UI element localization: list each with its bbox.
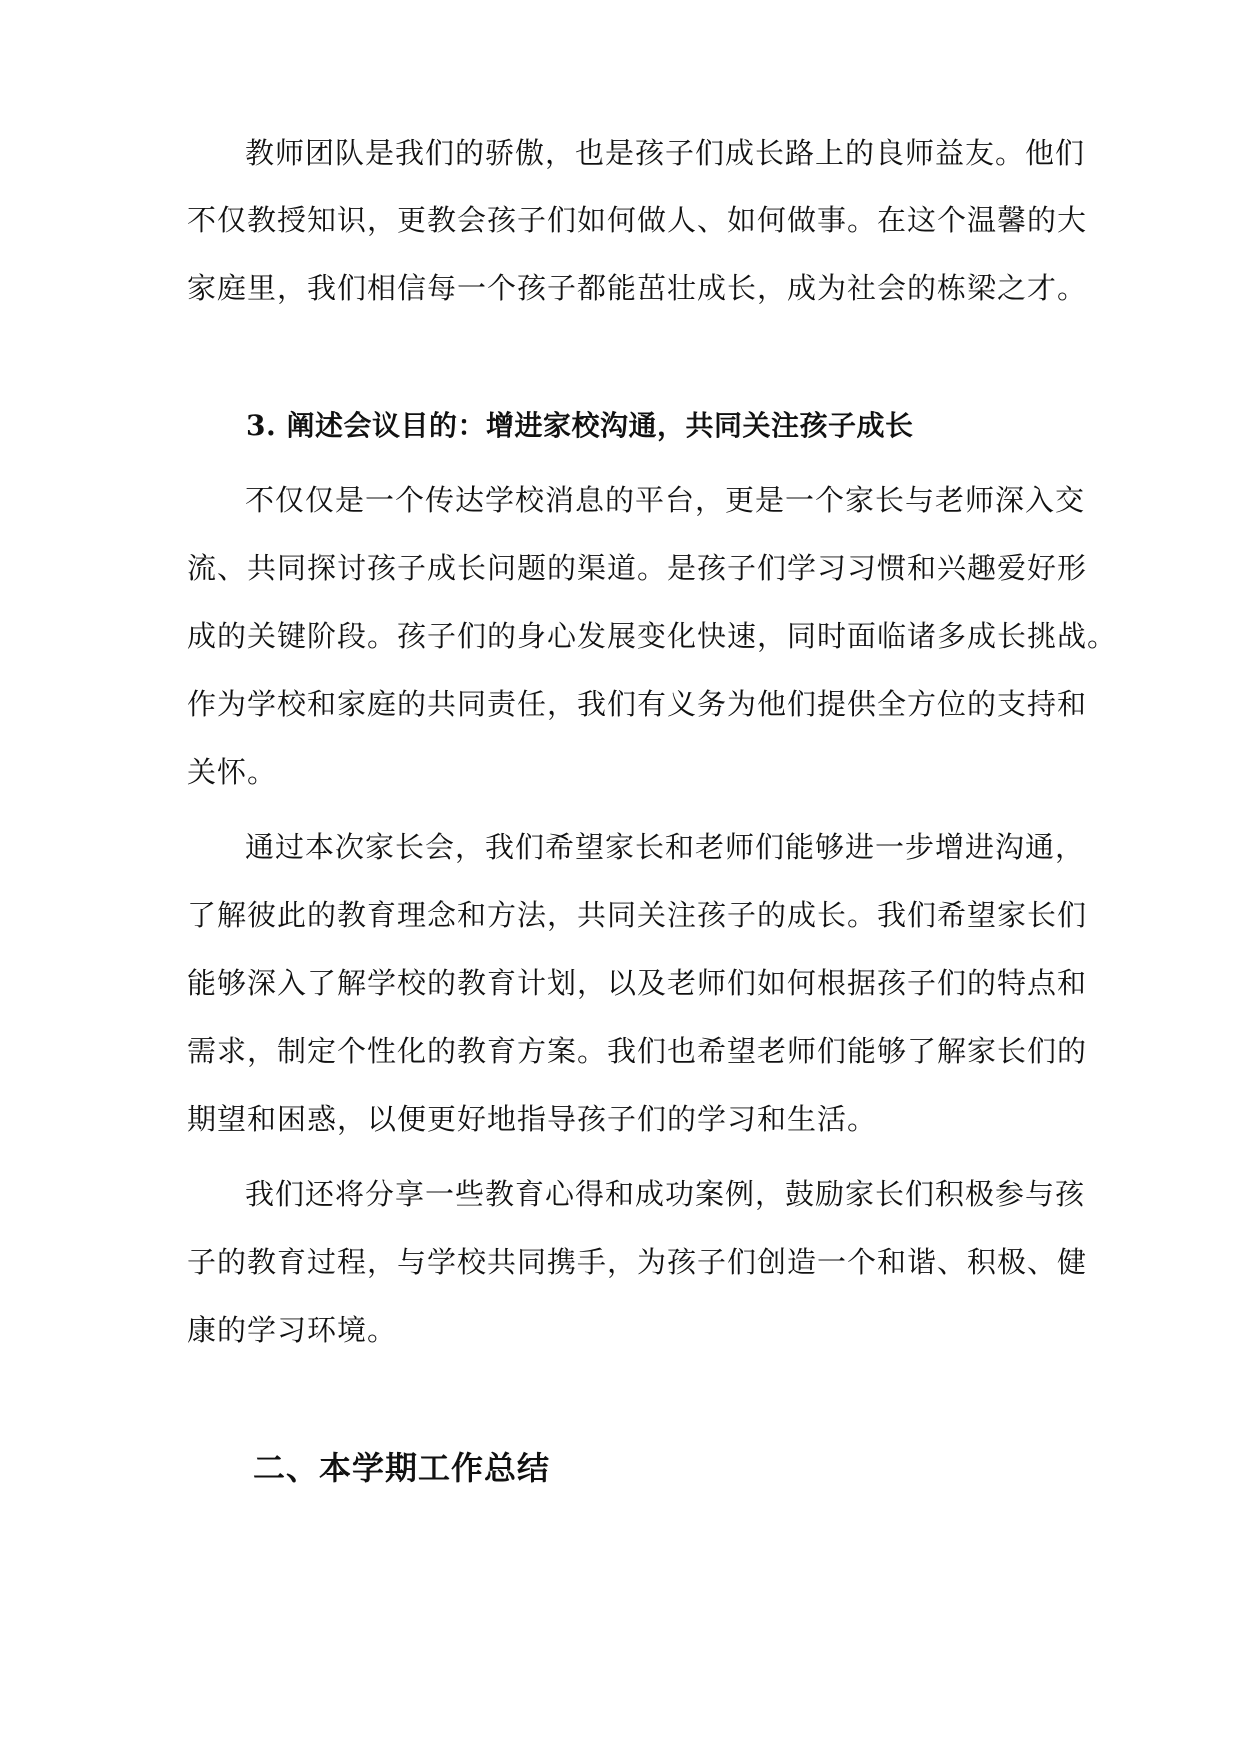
text-line: 不仅教授知识，更教会孩子们如何做人、如何做事。在这个温馨的大 — [187, 203, 1088, 237]
text-line: 关怀。 — [187, 755, 278, 789]
text-line: 通过本次家长会，我们希望家长和老师们能够进一步增进沟通， — [245, 830, 1086, 864]
text-line: 流、共同探讨孩子成长问题的渠道。是孩子们学习习惯和兴趣爱好形 — [187, 551, 1088, 585]
text-line: 家庭里，我们相信每一个孩子都能茁壮成长，成为社会的栋梁之才。 — [187, 271, 1088, 305]
text-line: 了解彼此的教育理念和方法，共同关注孩子的成长。我们希望家长们 — [187, 898, 1088, 932]
text-line: 康的学习环境。 — [187, 1313, 398, 1347]
section-heading-meeting-purpose: 3. 阐述会议目的：增进家校沟通，共同关注孩子成长 — [246, 409, 914, 442]
section-heading-semester-summary: 二、本学期工作总结 — [253, 1449, 551, 1487]
text-line: 期望和困惑，以便更好地指导孩子们的学习和生活。 — [187, 1102, 878, 1136]
text-line: 我们还将分享一些教育心得和成功案例，鼓励家长们积极参与孩 — [245, 1177, 1086, 1211]
text-line: 作为学校和家庭的共同责任，我们有义务为他们提供全方位的支持和 — [187, 687, 1088, 721]
text-line: 子的教育过程，与学校共同携手，为孩子们创造一个和谐、积极、健 — [187, 1245, 1088, 1279]
text-line: 需求，制定个性化的教育方案。我们也希望老师们能够了解家长们的 — [187, 1034, 1088, 1068]
text-line: 教师团队是我们的骄傲，也是孩子们成长路上的良师益友。他们 — [245, 136, 1086, 170]
text-line: 能够深入了解学校的教育计划，以及老师们如何根据孩子们的特点和 — [187, 966, 1088, 1000]
text-line: 不仅仅是一个传达学校消息的平台，更是一个家长与老师深入交 — [245, 483, 1086, 517]
text-line: 成的关键阶段。孩子们的身心发展变化快速，同时面临诸多成长挑战。 — [187, 619, 1118, 653]
